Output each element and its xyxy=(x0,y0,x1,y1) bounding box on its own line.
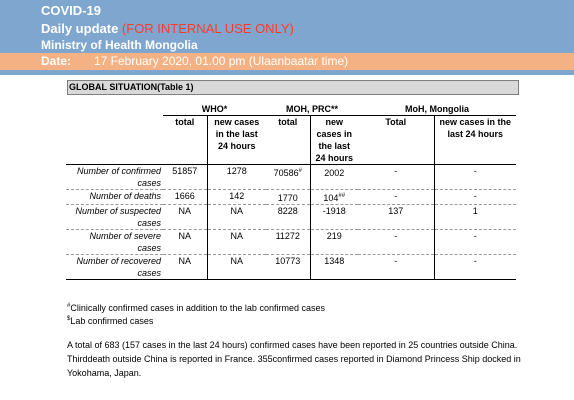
row-label: Number of suspected cases xyxy=(66,205,163,230)
cell-prc-total: 11272 xyxy=(266,230,310,255)
global-situation-table xyxy=(66,103,516,280)
cell-prc-total: 1770 xyxy=(266,190,310,205)
blank-header xyxy=(66,103,163,116)
cell-mn-total: - xyxy=(358,190,434,205)
blank-subheader xyxy=(66,116,163,165)
col-who-new: new cases in the last 24 hours xyxy=(207,116,266,165)
report-title: COVID-19 xyxy=(41,3,101,18)
col-mn-total: Total xyxy=(358,116,434,165)
cell-mn-total: 137 xyxy=(358,205,434,230)
col-prc-total: total xyxy=(266,116,310,165)
footnote-mark: # xyxy=(67,303,71,309)
ministry-name: Ministry of Health Mongolia xyxy=(41,38,198,52)
col-mn-new: new cases in the last 24 hours xyxy=(434,116,516,165)
cell-prc-total: 70586# xyxy=(266,165,310,190)
cell-mn-new: 1 xyxy=(434,205,516,230)
cell-prc-total: 8228 xyxy=(266,205,310,230)
table-row xyxy=(66,230,516,255)
date-band xyxy=(0,53,574,70)
cell-who-total: NA xyxy=(163,205,207,230)
row-label: Number of confirmed cases xyxy=(66,165,163,190)
table-row xyxy=(66,190,516,205)
internal-use-tag: (FOR INTERNAL USE ONLY) xyxy=(121,21,294,36)
report-header xyxy=(0,0,574,75)
col-prc-new: new cases in the last 24 hours xyxy=(310,116,358,165)
cell-who-total: 1666 xyxy=(163,190,207,205)
group-who: WHO* xyxy=(201,104,228,114)
table-row xyxy=(66,255,516,280)
cell-who-new: 1278 xyxy=(207,165,266,190)
col-who-total: total xyxy=(163,116,207,165)
footnote-mark: # xyxy=(298,168,302,174)
date-value: 17 February 2020, 01.00 pm (Ulaanbaatar time) xyxy=(94,54,349,68)
cell-who-total: NA xyxy=(163,230,207,255)
cell-mn-new: - xyxy=(434,230,516,255)
cell-prc-new: 1348 xyxy=(310,255,358,280)
group-moh-prc: MOH, PRC** xyxy=(285,104,338,114)
footnote: $Lab confirmed cases xyxy=(67,316,154,326)
cell-mn-total: - xyxy=(358,255,434,280)
cell-who-new: NA xyxy=(207,205,266,230)
cell-mn-total: - xyxy=(358,165,434,190)
table-row xyxy=(66,165,516,190)
date-label: Date: xyxy=(41,54,72,68)
cell-who-new: NA xyxy=(207,255,266,280)
cell-prc-new: 104## xyxy=(310,190,358,205)
footnote-mark: $ xyxy=(67,316,71,322)
row-label: Number of deaths xyxy=(66,190,163,205)
cell-prc-new: 219 xyxy=(310,230,358,255)
footnote-mark: ## xyxy=(338,193,346,199)
cell-mn-new: - xyxy=(434,165,516,190)
table-row xyxy=(66,205,516,230)
cell-mn-new: - xyxy=(434,255,516,280)
footnote: #Clinically confirmed cases in addition to the lab confirmed cases xyxy=(67,303,325,313)
row-label: Number of recovered cases xyxy=(66,255,163,280)
update-line xyxy=(41,21,294,36)
cell-who-new: 142 xyxy=(207,190,266,205)
cell-prc-new: 2002 xyxy=(310,165,358,190)
cell-mn-total: - xyxy=(358,230,434,255)
cell-prc-new: -1918 xyxy=(310,205,358,230)
footnotes xyxy=(67,301,325,327)
summary-paragraph: A total of 683 (157 cases in the last 24 hours) confirmed cases have been reported in 25 countries outside China. Thirddeath outside China is reported in France. 355confirmed cases reported in Diamond Princess Ship docked in Yokohama, Japan. xyxy=(67,340,521,378)
update-label: Daily update xyxy=(41,21,119,36)
group-moh-mongolia: MoH, Mongolia xyxy=(405,104,469,114)
cell-mn-new: - xyxy=(434,190,516,205)
cell-prc-total: 10773 xyxy=(266,255,310,280)
section-title: GLOBAL SITUATION(Table 1) xyxy=(67,80,519,95)
cell-who-total: 51857 xyxy=(163,165,207,190)
cell-who-total: NA xyxy=(163,255,207,280)
row-label: Number of severe cases xyxy=(66,230,163,255)
cell-who-new: NA xyxy=(207,230,266,255)
